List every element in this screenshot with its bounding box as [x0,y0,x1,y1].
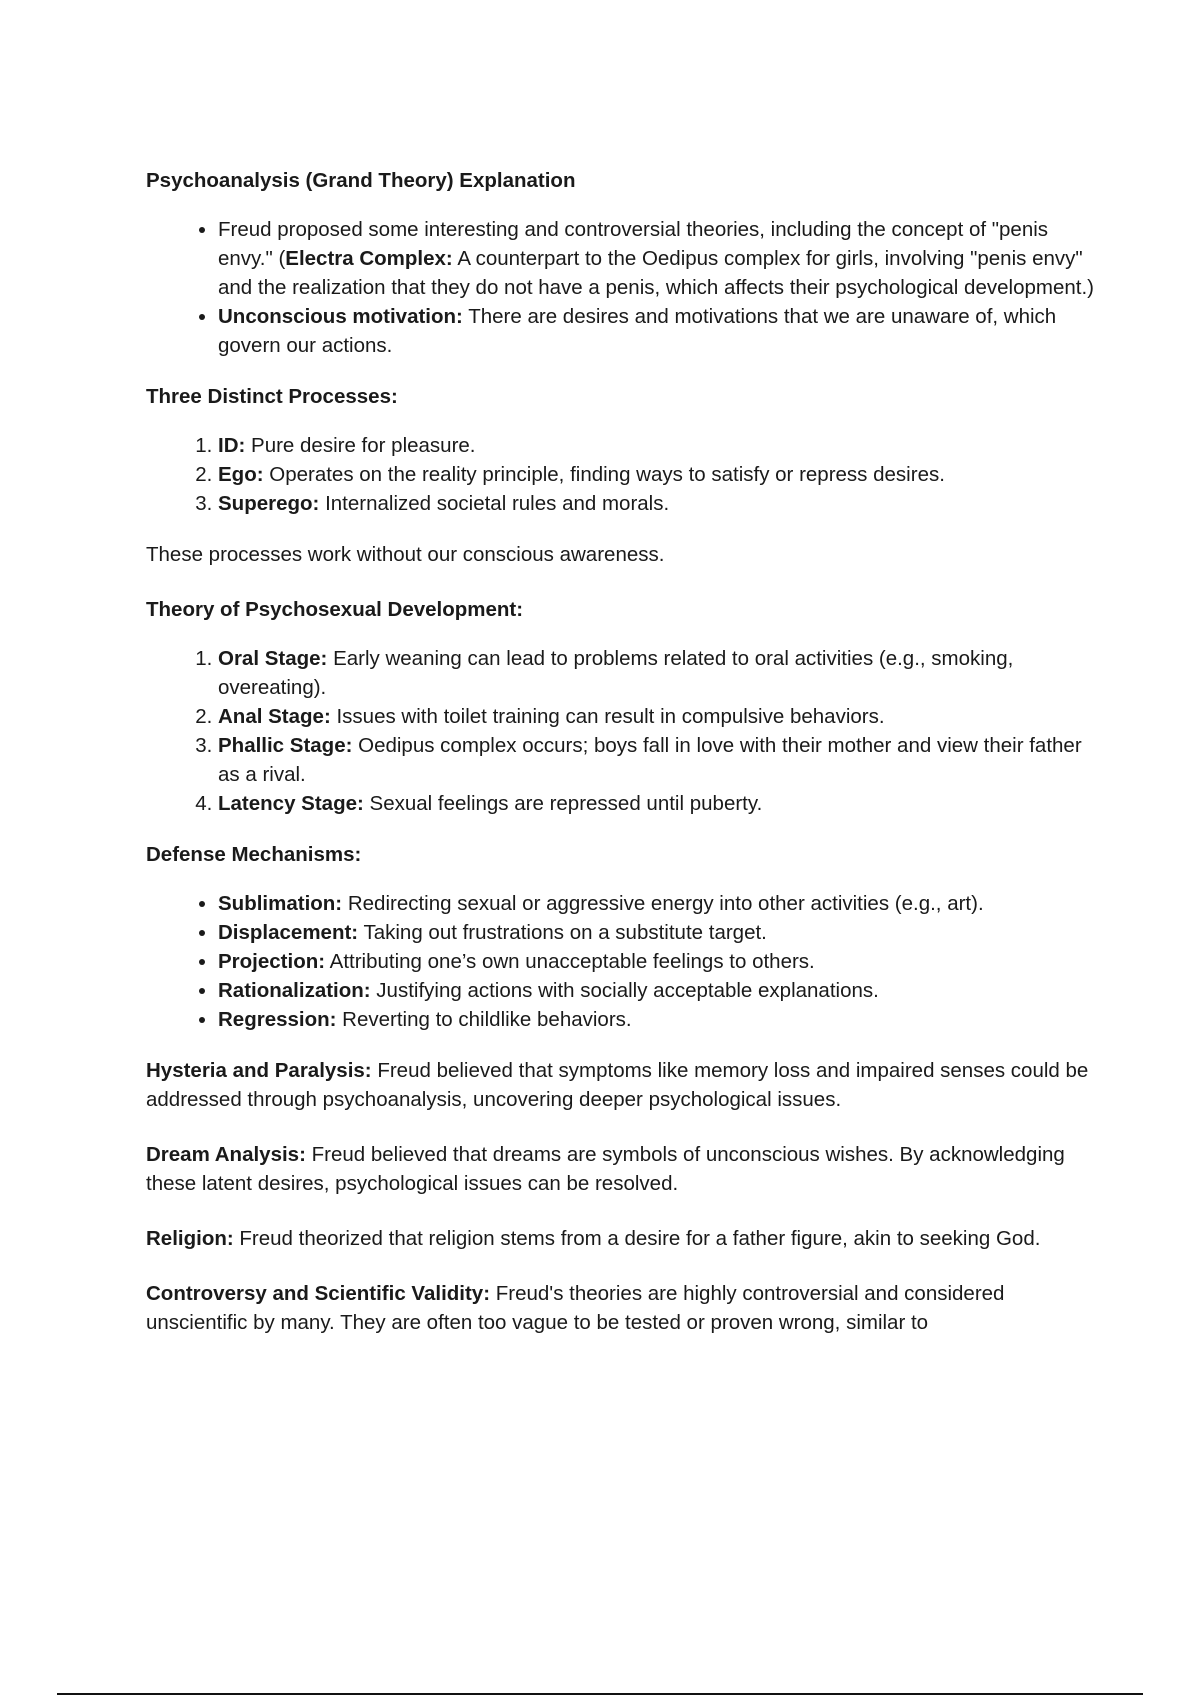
list-item: • Projection: Attributing one’s own unacceptable feelings to others. [218,947,1106,976]
intro-list [146,215,1106,360]
list-item: • Sublimation: Redirecting sexual or aggressive energy into other activities (e.g., art). [218,889,1106,918]
list-item: 1. Oral Stage: Early weaning can lead to problems related to oral activities (e.g., smoking, overeating). [218,644,1106,702]
processes-note: These processes work without our conscious awareness. [146,543,665,566]
list-item: 1. ID: Pure desire for pleasure. [218,431,1106,460]
list-item: 2. Anal Stage: Issues with toilet training can result in compulsive behaviors. [218,702,1106,731]
list-item: • Rationalization: Justifying actions with socially acceptable explanations. [218,976,1106,1005]
processes-list [146,431,1106,518]
paragraph-religion: Religion: Freud theorized that religion stems from a desire for a father figure, akin to seeking God. [146,1227,1041,1250]
paragraph-dream-analysis: Dream Analysis: Freud believed that dreams are symbols of unconscious wishes. By acknowledging these latent desires, psychological issues can be resolved. [146,1143,1065,1195]
list-item: • Unconscious motivation: There are desires and motivations that we are unaware of, which govern our actions. [218,302,1106,360]
section-heading-psychosexual: Theory of Psychosexual Development: [146,598,524,621]
page-divider [57,1693,1143,1695]
list-item: 2. Ego: Operates on the reality principle, finding ways to satisfy or repress desires. [218,460,1106,489]
document-body [146,166,1106,1363]
list-item: 3. Superego: Internalized societal rules and morals. [218,489,1106,518]
paragraph-hysteria: Hysteria and Paralysis: Freud believed that symptoms like memory loss and impaired senses could be addressed through psychoanalysis, uncovering deeper psychological issues. [146,1059,1089,1111]
section-heading-processes: Three Distinct Processes: [146,385,398,408]
list-item: 4. Latency Stage: Sexual feelings are repressed until puberty. [218,789,1106,818]
page-title: Psychoanalysis (Grand Theory) Explanation [146,169,576,192]
term: Unconscious motivation: [218,305,463,328]
section-heading-defense: Defense Mechanisms: [146,843,362,866]
paragraph-controversy: Controversy and Scientific Validity: Freud's theories are highly controversial and considered unscientific by many. They are often too vague to be tested or proven wrong, similar to [146,1282,1005,1334]
defense-list [146,889,1106,1034]
term: Electra Complex: [285,247,453,270]
list-item: • Displacement: Taking out frustrations on a substitute target. [218,918,1106,947]
list-item: • Regression: Reverting to childlike behaviors. [218,1005,1106,1034]
list-item: 3. Phallic Stage: Oedipus complex occurs; boys fall in love with their mother and view their father as a rival. [218,731,1106,789]
list-item: • Freud proposed some interesting and controversial theories, including the concept of "penis envy." (Electra Complex: A counterpart to the Oedipus complex for girls, involving "penis envy" and the realization that they do not have a penis, which affects their psychological development.) [218,215,1106,302]
psychosexual-list [146,644,1106,818]
